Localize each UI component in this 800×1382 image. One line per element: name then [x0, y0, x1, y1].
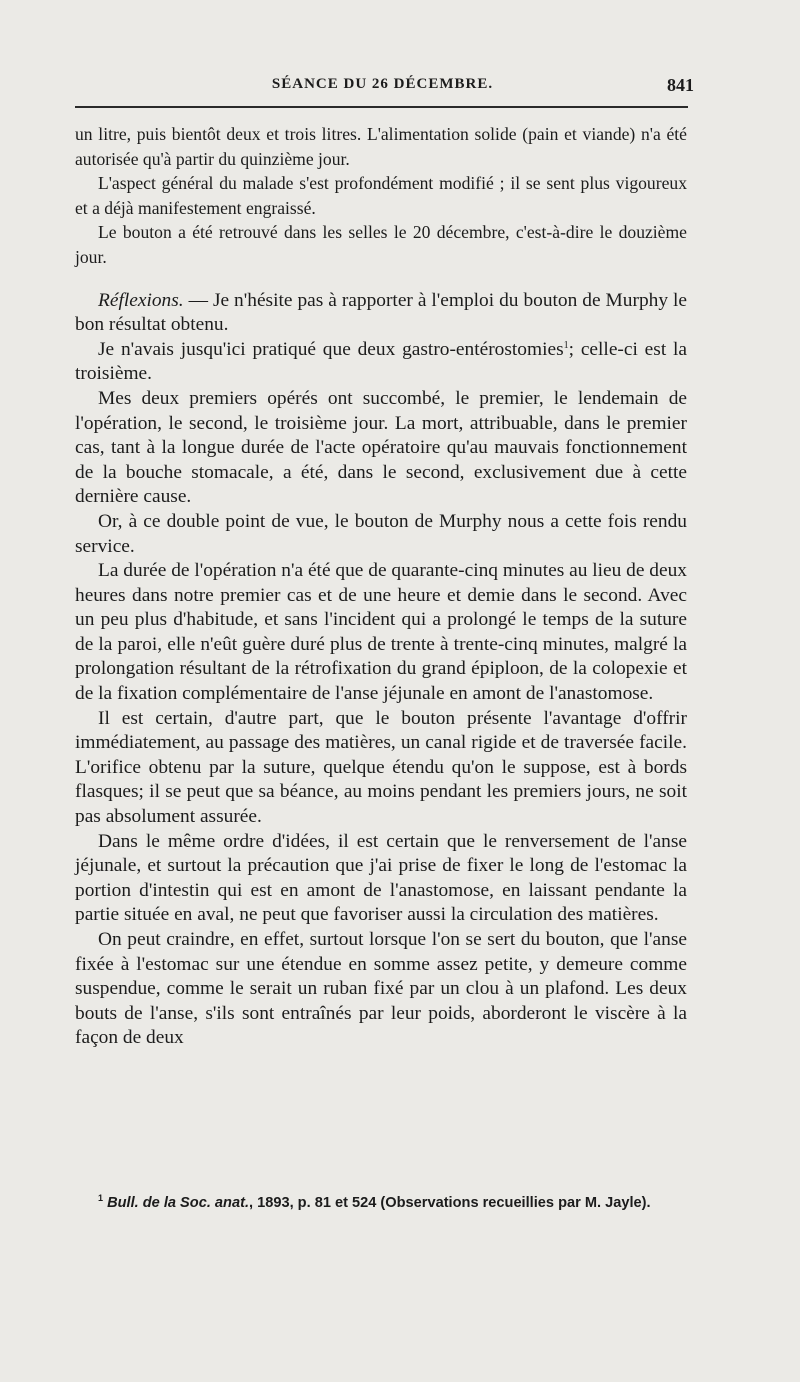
- page-number: 841: [667, 75, 694, 95]
- header-rule: [75, 106, 688, 108]
- paragraph: un litre, puis bientôt deux et trois litres. L'alimentation solide (pain et viande) n'a été autorisée qu'à partir du quinzième jour.: [75, 124, 687, 169]
- page-header: [75, 75, 694, 100]
- paragraph: On peut craindre, en effet, surtout lorsque l'on se sert du bouton, que l'anse fixée à l'estomac sur une étendue en somme assez petite, y demeure comme suspendue, comme le serait un ruban fixé par un clou à un plafond. Les deux bouts de l'anse, s'ils sont entraînés par leur poids, aborderont le viscère à la façon de deux: [75, 929, 687, 1049]
- running-title: SÉANCE DU 26 DÉCEMBRE.: [271, 76, 494, 92]
- paragraph: [75, 338, 687, 387]
- reflexions-label: Réflexions.: [98, 289, 184, 311]
- footnote-source: Bull. de la Soc. anat.: [107, 1195, 249, 1211]
- footnote-marker: 1: [98, 1193, 104, 1203]
- paragraph: L'aspect général du malade s'est profondément modifié ; il se sent plus vigoureux et a déjà manifestement engraissé.: [75, 173, 687, 218]
- paragraph: Mes deux premiers opérés ont succombé, le premier, le lendemain de l'opération, le second, le troisième jour. La mort, attribuable, dans le premier cas, tant à la longue durée de l'acte opératoire qu'au mauvais fonctionnement de la bouche stomacale, a été, dans le second, exclusivement due à cette dernière cause.: [75, 387, 687, 508]
- reflexions-text: — Je n'hésite pas à rapporter à l'emploi du bouton de Murphy le bon résultat obtenu.: [75, 289, 687, 336]
- paragraph: Il est certain, d'autre part, que le bouton présente l'avantage d'offrir immédiatement, au passage des matières, un canal rigide et de traversée facile. L'orifice obtenu par la suture, quelque étendu qu'on le suppose, est à bords flasques; il se peut que sa béance, au moins pendant les premiers jours, ne soit pas absolument assurée.: [75, 707, 687, 828]
- paragraph: Dans le même ordre d'idées, il est certain que le renversement de l'anse jéjunale, et surtout la précaution que j'ai prise de fixer le long de l'estomac la portion d'intestin qui est en amont de l'anastomose, en laissant pendante la partie située en aval, ne peut que favoriser aussi la circulation des matières.: [75, 830, 687, 926]
- paragraph-reflexions: [75, 289, 687, 338]
- paragraph: Le bouton a été retrouvé dans les selles le 20 décembre, c'est-à-dire le douzième jour.: [75, 222, 687, 267]
- paragraph: La durée de l'opération n'a été que de quarante-cinq minutes au lieu de deux heures dans notre premier cas et de une heure et demie dans le second. Avec un peu plus d'habitude, et sans l'incident qui a prolongé le temps de la suture de la paroi, elle n'eût guère duré plus de trente à trente-cinq minutes, malgré la prolongation résultant de la rétrofixation du grand épiploon, de la colopexie et de la fixation complémentaire de l'anse jéjunale en amont de l'anastomose.: [75, 560, 687, 705]
- footnote-ref: 1: [563, 339, 569, 351]
- paragraph: Or, à ce double point de vue, le bouton de Murphy nous a cette fois rendu service.: [75, 510, 687, 557]
- paragraph-text: ; celle-ci est la troisième.: [75, 338, 687, 385]
- body-text: [75, 122, 687, 1051]
- paragraph-text: Je n'avais jusqu'ici pratiqué que deux gastro-entérostomies: [98, 338, 564, 360]
- footnote-text: , 1893, p. 81 et 524 (Observations recueillies par M. Jayle).: [249, 1195, 651, 1211]
- footnote: [75, 1192, 687, 1215]
